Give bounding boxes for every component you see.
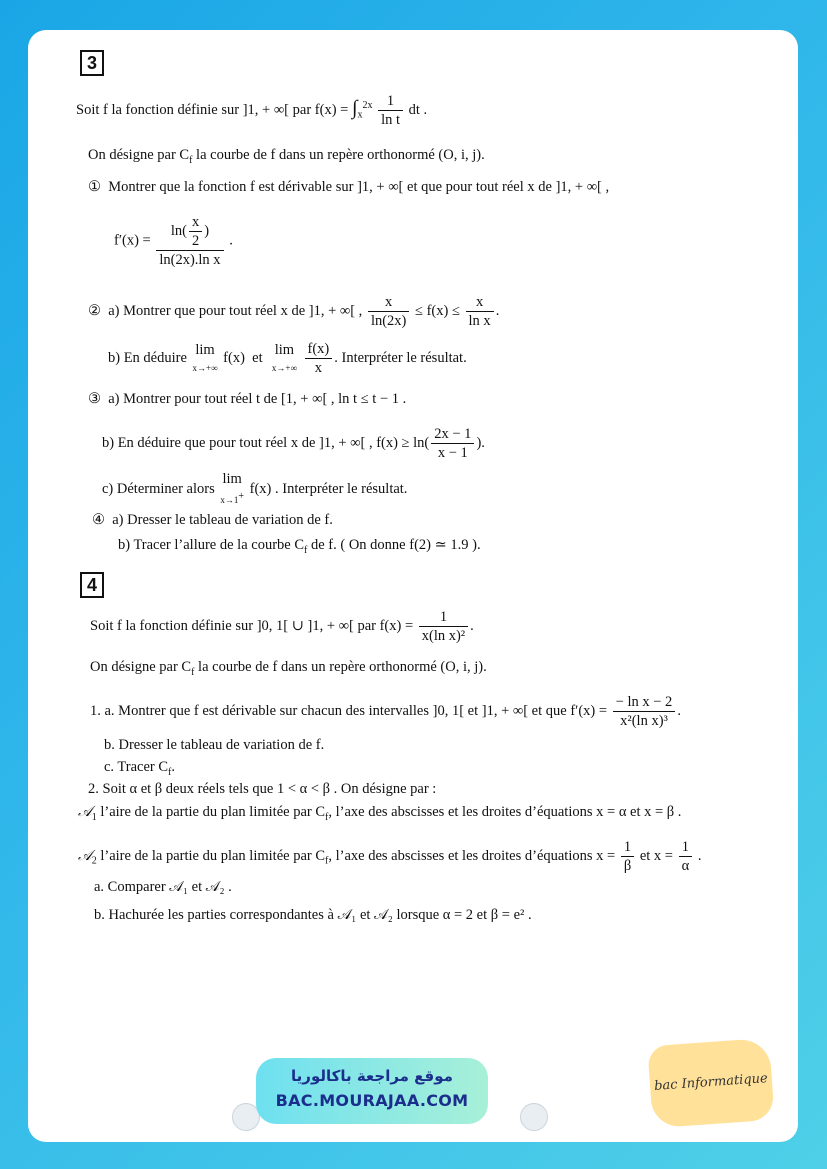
ex3-q2a: ② a) Montrer que pour tout réel x de ]1, + ∞[ , $\frac{x}{\ln(2x)}$ ≤ f(x) ≤ $\frac{x}{\text{ln x}}$ . [88,294,500,329]
ex3-q3b: b) En déduire que pour tout réel x de ]1, + ∞[ , f(x) ≥ ln( $\frac{2x - 1}{x - 1}$ ). [102,426,485,461]
ex3-q4b: b) Tracer l’allure de la courbe $C_f$ de f. ( On donne f(2) ≃ 1.9 ). [118,537,481,556]
ex4-a1: 𝒜$_1$ l’aire de la partie du plan limitée par $C_f$, l’axe des abscisses et les droites d’équations x = α et x = β . [78,804,682,823]
ex4-q2: 2. Soit α et β deux réels tels que 1 < α < β . On désigne par : [88,781,437,797]
ex4-intro: Soit f la fonction définie sur ]0, 1[ ∪ ]1, + ∞[ par f(x) = $\frac{1}{\text{x(ln x)²}}$ . [90,609,474,644]
ex3-q2b: b) En déduire lim x→+∞ f(x) et lim x→+∞ $\frac{f(x)}{x}$ . Interpréter le résultat. [108,341,467,376]
exercise-3-number: 3 [80,50,104,76]
ex4-q1a: 1. a. Montrer que f est dérivable sur chacun des intervalles ]0, 1[ et ]1, + ∞[ et que f′(x) = $\frac{\text{− ln x − 2}}{\text{x²(ln x)³}}$ . [90,694,681,729]
site-name-arabic: موقع مراجعة باكالوريا [291,1067,453,1085]
site-badge[interactable] [256,1058,488,1124]
integrand-fraction: $\frac{1}{\text{ln t}}$ [378,92,403,129]
site-url[interactable]: BAC.MOURAJAA.COM [275,1091,469,1110]
site-logo-right [520,1103,548,1131]
ex4-qb: b. Hachurée les parties correspondantes à 𝒜₁ et 𝒜₂ lorsque α = 2 et β = e² . [94,907,532,923]
ex4-q1b: b. Dresser le tableau de variation de f. [104,737,325,753]
ex3-q3a: ③ a) Montrer pour tout réel t de [1, + ∞[ , ln t ≤ t − 1 . [88,391,407,407]
ex4-q1c: c. Tracer $C_f$. [104,759,176,778]
ex3-designe: On désigne par $C_f$ la courbe de f dans un repère orthonormé (O, i, j). [88,147,485,166]
exam-sheet [28,30,798,1142]
bac-informatique-logo: bac Informatique [647,1038,774,1128]
ex4-designe: On désigne par $C_f$ la courbe de f dans un repère orthonormé (O, i, j). [90,659,487,678]
ex3-intro: Soit f la fonction définie sur ]1, + ∞[ par $f(x) = \int_x^{2x}$ $\frac{1}{\text{ln t}}$ dt . [76,93,428,128]
ex4-a2: 𝒜$_2$ l’aire de la partie du plan limitée par $C_f$, l’axe des abscisses et les droites d’équations x = $\frac{1}{\beta}$ et x = $\frac{1}{\alpha}$ . [78,839,702,874]
ex3-q1: ① Montrer que la fonction f est dérivable sur ]1, + ∞[ et que pour tout réel x de ]1, + ∞[ , [88,179,610,195]
exercise-4-number: 4 [80,572,104,598]
ex3-q4a: ④ a) Dresser le tableau de variation de f. [92,512,333,528]
ex3-q1-formula: f′(x) = ln( $\frac{x}{2}$ ) ln(2x).ln x . [114,214,233,268]
ex4-qa: a. Comparer 𝒜₁ et 𝒜₂ . [94,879,232,895]
ex3-q3c: c) Déterminer alors lim x→1+ f(x) . Interpréter le résultat. [102,471,408,505]
